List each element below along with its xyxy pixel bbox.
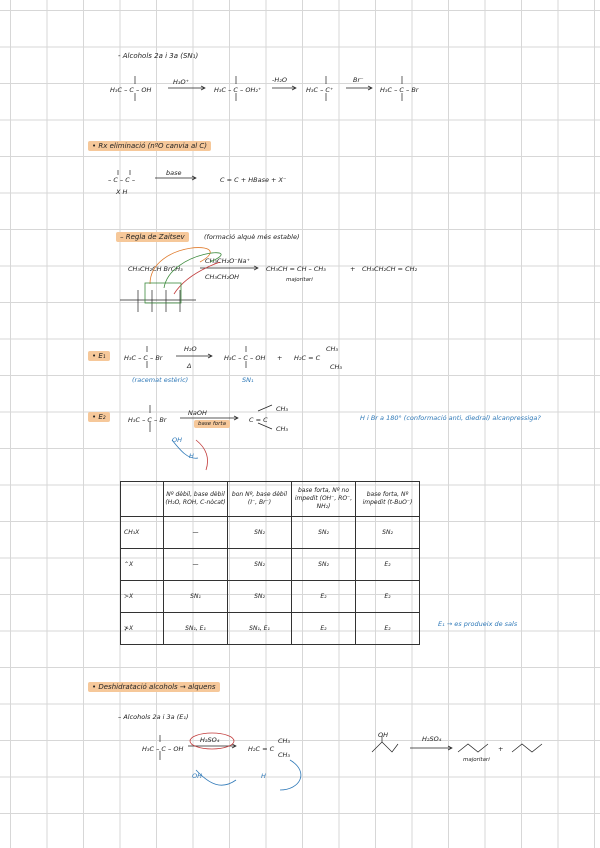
- table-cell: SN₂: [228, 517, 292, 549]
- dehydration-right-reactant: OH: [378, 731, 389, 739]
- dehydration-reactant: H₃C – C – OH: [142, 745, 184, 753]
- e1-product1: H₃C – C – OH: [224, 354, 266, 362]
- e2-substituent-bottom: CH₃: [276, 425, 289, 433]
- table-cell: ⌃X: [121, 549, 164, 581]
- table-cell: E₂: [356, 581, 420, 613]
- elimination-cond: base: [166, 169, 182, 177]
- zaitsev-major-label: majoritari: [286, 277, 313, 283]
- table-cell: SN₁: [164, 581, 228, 613]
- dehydration-mech-oh: OH: [192, 772, 203, 780]
- sec-alcohol-title: - Alcohols 2a i 3a (SN₁): [118, 52, 199, 60]
- zaitsev-reagent2: CH₃CH₂OH: [205, 273, 240, 281]
- dehydration-product: H₂C = C: [248, 745, 275, 753]
- table-header-cell: bon Nº, base dèbil (I⁻, Br⁻): [228, 482, 292, 517]
- sec-alcohol-water-loss: -H₂O: [272, 76, 287, 84]
- e2-reagent: NaOH: [188, 409, 207, 417]
- table-cell: SN₁, E₁: [228, 613, 292, 645]
- dehydration-mech-arrow-2: [280, 760, 301, 790]
- zaitsev-arrow-orange: [150, 248, 210, 284]
- table-cell: E₂: [356, 613, 420, 645]
- table-cell: SN₂: [292, 517, 356, 549]
- sec-alcohol-reagent: H₃O⁺: [173, 78, 190, 86]
- table-cell: E₂: [292, 613, 356, 645]
- zaitsev-product-minor: CH₃CH₂CH = CH₂: [362, 265, 418, 273]
- e1-reactant: H₃C – C – Br: [124, 354, 163, 362]
- sec-alcohol-carbocation: H₃C – C⁺: [306, 86, 334, 94]
- table-cell: —: [164, 549, 228, 581]
- e2-substituent-top: CH₃: [276, 405, 289, 413]
- e2-side-note-1: H i Br a 180° (conformació anti, diedral) alcanpressiga?: [360, 414, 541, 422]
- skeletal-product-major: [458, 744, 488, 752]
- zaitsev-reactant: CH₃CH₂CH BrCH₃: [128, 265, 183, 273]
- table-header-cell: base forta, Nº impedit (t-BuO⁻): [356, 482, 420, 517]
- sec-alcohol-reactant: H₃C – C – OH: [110, 86, 152, 94]
- zaitsev-title: – Regla de Zaitsev: [116, 233, 189, 241]
- e1-cond: Δ: [187, 362, 192, 370]
- dehydration-mech-arrow: [196, 770, 236, 785]
- table-cell: SN₂: [356, 517, 420, 549]
- table-cell: SN₂: [228, 549, 292, 581]
- e1-product2: H₂C = C: [294, 354, 321, 362]
- elimination-scheme: – C – C –: [108, 176, 136, 184]
- zaitsev-note: (formació alquè més estable): [204, 233, 300, 241]
- table-cell: SN₂: [292, 549, 356, 581]
- elimination-product: C = C + HBase + X⁻: [220, 176, 287, 184]
- elimination-scheme-sub: X H: [116, 188, 128, 196]
- e2-mech-oh: OH: [172, 436, 183, 444]
- e1-label: • E₁: [88, 352, 110, 360]
- table-cell: E₂: [356, 549, 420, 581]
- skeletal-reactant: [372, 742, 398, 752]
- table-header-cell: Nº dèbil, base dèbil (H₂O, ROH, C-nòcat): [164, 482, 228, 517]
- e1-mech: SN₁: [242, 376, 254, 384]
- e2-base: base forta: [194, 421, 230, 427]
- e2-mech-h: H: [189, 452, 194, 460]
- dehydration-right-label: majoritari: [463, 757, 490, 763]
- zaitsev-plus: +: [350, 265, 356, 273]
- bond: [258, 405, 272, 411]
- table-footnote: E₁ → es produeix de sals: [438, 620, 518, 628]
- table-cell: —: [164, 517, 228, 549]
- bond: [258, 423, 272, 429]
- table-cell: CH₃X: [121, 517, 164, 549]
- sec-alcohol-nucleophile: Br⁻: [353, 76, 364, 84]
- e1-note: (racemat estèric): [132, 376, 189, 384]
- e1-substituent-bottom: CH₃: [330, 363, 343, 371]
- table-cell: ⊁X: [121, 613, 164, 645]
- table-cell: E₂: [292, 581, 356, 613]
- zaitsev-reagent1: CH₃CH₂O⁻Na⁺: [205, 257, 250, 265]
- e2-mech-arrow-red: [196, 440, 208, 470]
- e1-plus: +: [277, 354, 283, 362]
- e1-reagent: H₂O: [184, 345, 197, 353]
- e2-label: • E₂: [88, 413, 110, 421]
- dehydration-substituent-top: CH₃: [278, 737, 291, 745]
- elimination-label: • Rx eliminació (nºO canvia al C): [88, 142, 211, 150]
- dehydration-reagent: H₂SO₄: [200, 736, 220, 744]
- e2-mech-arrow: [172, 440, 198, 458]
- table-cell: SN₁, E₁: [164, 613, 228, 645]
- sec-alcohol-protonated: H₃C – C – OH₂⁺: [214, 86, 262, 94]
- dehydration-label: • Deshidratació alcohols → alquens: [88, 683, 220, 691]
- e2-product: C = C: [249, 416, 268, 424]
- zaitsev-product-major: CH₃CH = CH – CH₃: [266, 265, 326, 273]
- dehydration-sub: – Alcohols 2a i 3a (E₁): [118, 713, 189, 721]
- dehydration-plus: +: [498, 745, 504, 753]
- dehydration-substituent-bottom: CH₃: [278, 751, 291, 759]
- skeletal-product-minor: [512, 744, 542, 752]
- dehydration-reagent-circle: [190, 733, 234, 749]
- dehydration-mech-h: H: [261, 772, 266, 780]
- sec-alcohol-product: H₃C – C – Br: [380, 86, 419, 94]
- e2-reactant: H₃C – C – Br: [128, 416, 167, 424]
- e1-substituent-top: CH₃: [326, 345, 339, 353]
- table-cell: ≻X: [121, 581, 164, 613]
- table-cell: SN₂: [228, 581, 292, 613]
- table-header-cell: base forta, Nº no impedit (OH⁻, RO⁻, NH₂): [292, 482, 356, 517]
- dehydration-right-reagent: H₂SO₄: [422, 735, 442, 743]
